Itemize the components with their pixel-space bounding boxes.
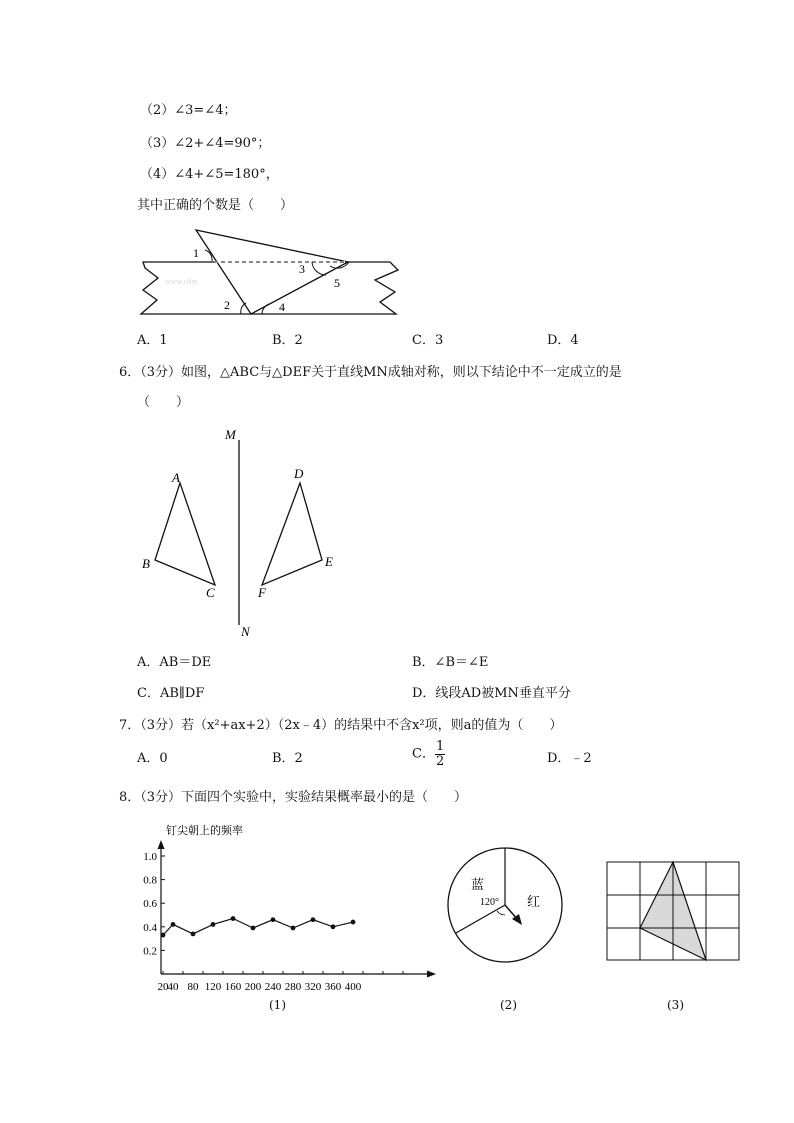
q5-option-b: B．2	[272, 333, 303, 348]
x-tick-label: 120	[204, 981, 222, 993]
y-tick-label: 0.4	[143, 921, 157, 934]
q8-stem: 8．（3分）下面四个实验中，实验结果概率最小的是（ ）	[119, 790, 468, 805]
q7-option-c-prefix: C．	[412, 746, 435, 762]
fig-label-3: 3	[299, 262, 305, 276]
square-grid	[607, 862, 739, 960]
q5-option-c: C．3	[412, 333, 444, 348]
y-tick-label: 0.6	[143, 898, 157, 911]
sector-label-blue: 蓝	[471, 878, 485, 893]
label-d: D	[294, 466, 304, 481]
x-tick-label: 80	[187, 981, 199, 993]
q6-option-d: D．线段AD被MN垂直平分	[412, 686, 571, 701]
y-tick-label: 0.8	[143, 874, 157, 887]
watermark-text: www.c0m	[165, 277, 198, 286]
q5-question: 其中正确的个数是（ ）	[137, 198, 294, 213]
q6-stem: 6．（3分）如图，△ABC与△DEF关于直线MN成轴对称，则以下结论中不一定成立的是	[119, 365, 622, 380]
label-a: A	[172, 470, 180, 485]
label-m: M	[225, 427, 236, 442]
q7-option-a: A．0	[137, 751, 168, 766]
caption-1: (1)	[269, 998, 286, 1012]
x-tick-label: 280	[284, 981, 302, 993]
y-tick-label: 1.0	[143, 851, 157, 863]
label-n: N	[241, 624, 250, 639]
x-tick-label: 40	[167, 981, 179, 993]
sector-label-red: 红	[527, 895, 541, 910]
fraction-numerator: 1	[435, 739, 445, 754]
q6-paren: （ ）	[137, 395, 190, 410]
x-tick-label: 200	[244, 981, 262, 993]
label-c: C	[206, 585, 215, 600]
x-tick-label: 240	[264, 981, 282, 993]
x-tick-label: 400	[344, 981, 362, 993]
q5-statement-3: （3）∠2+∠4=90°；	[140, 136, 271, 151]
chart-title: 钉尖朝上的频率	[166, 824, 243, 837]
q5-statement-2: （2）∠3=∠4；	[140, 103, 237, 118]
q7-option-b: B．2	[272, 751, 303, 766]
angle-label: 120°	[480, 897, 499, 908]
x-tick-label: 160	[224, 981, 242, 993]
label-e: E	[325, 554, 333, 569]
q7-option-d: D．﹣2	[547, 751, 592, 766]
fig-label-5: 5	[334, 276, 340, 290]
fig-label-1: 1	[193, 246, 199, 260]
label-f: F	[258, 585, 266, 600]
q5-option-a: A．1	[137, 333, 168, 348]
x-tick-label: 20	[157, 981, 169, 993]
q6-option-c: C．AB∥DF	[137, 686, 205, 701]
caption-2: (2)	[500, 998, 517, 1012]
x-tick-label: 320	[304, 981, 322, 993]
y-tick-label: 0.2	[143, 945, 157, 958]
label-b: B	[142, 556, 150, 571]
q5-statement-4: （4）∠4+∠5=180°，	[140, 167, 279, 182]
q6-option-b: B．∠B＝∠E	[412, 655, 489, 670]
q7-stem: 7．（3分）若（x²+ax+2）（2x﹣4）的结果中不含x²项，则a的值为（ ）	[119, 718, 563, 733]
caption-3: (3)	[667, 998, 684, 1012]
fig-label-4: 4	[279, 300, 285, 314]
x-tick-label: 360	[324, 981, 342, 993]
fig-label-2: 2	[224, 298, 230, 312]
q5-option-d: D．4	[547, 333, 579, 348]
fraction-denominator: 2	[435, 754, 445, 769]
q6-option-a: A．AB＝DE	[137, 655, 212, 670]
